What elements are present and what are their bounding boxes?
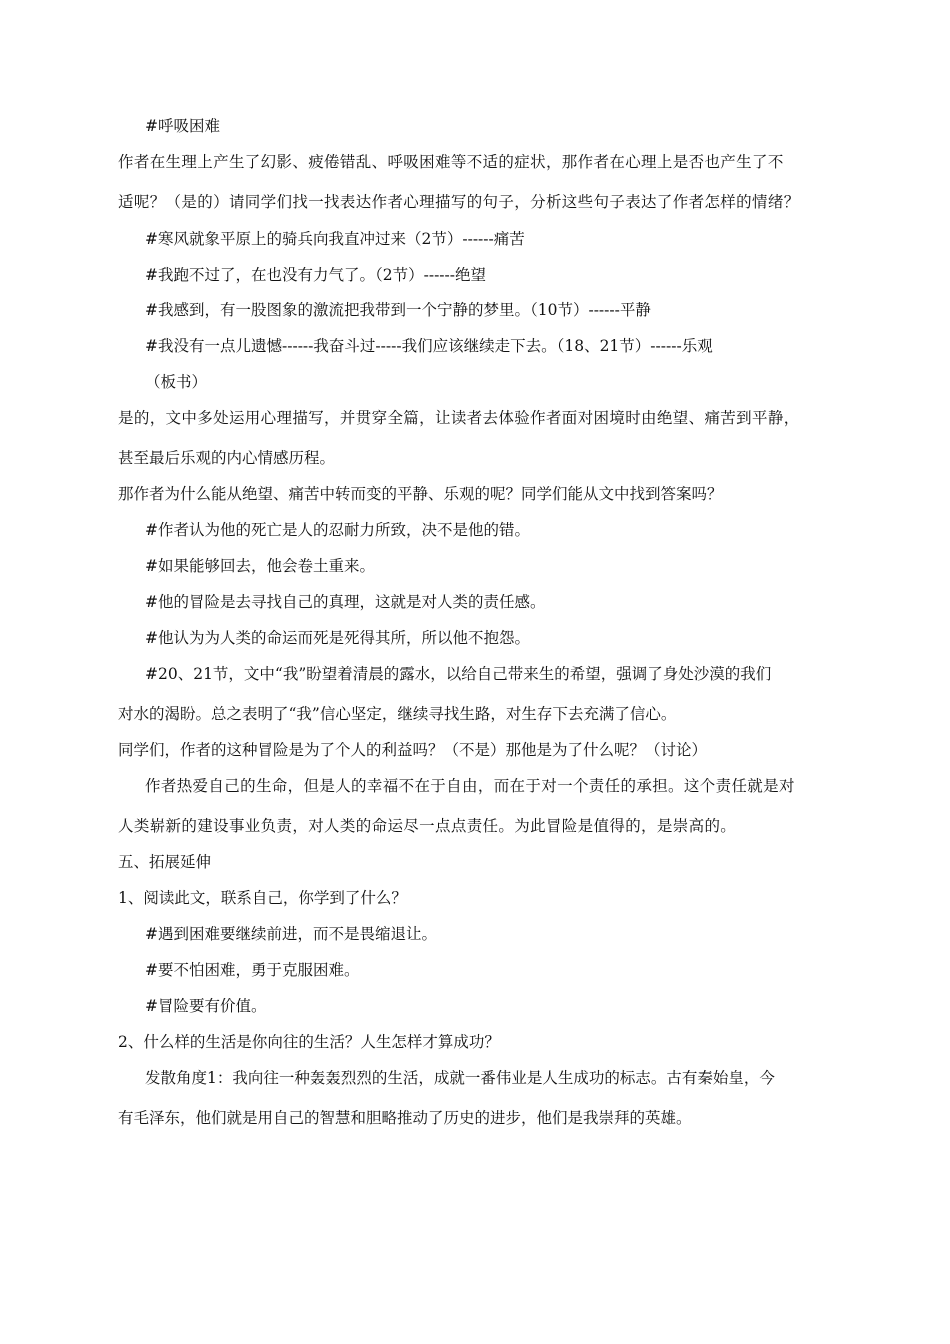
text-line: #寒风就象平原上的骑兵向我直冲过来（2节）------痛苦 <box>145 230 525 248</box>
text-line: #呼吸困难 <box>145 117 220 135</box>
section-heading: 五、拓展延伸 <box>118 853 212 871</box>
text-line: #冒险要有价值。 <box>145 997 267 1015</box>
text-line: #我感到，有一股图象的激流把我带到一个宁静的梦里。（10节）------平静 <box>145 301 651 319</box>
text-line: #遇到困难要继续前进，而不是畏缩退让。 <box>145 925 437 943</box>
text-line: 同学们，作者的这种冒险是为了个人的利益吗？（不是）那他是为了什么呢？（讨论） <box>118 741 708 759</box>
text-line: 甚至最后乐观的内心情感历程。 <box>118 449 336 467</box>
text-line: #我跑不过了，在也没有力气了。（2节）------绝望 <box>145 266 487 284</box>
text-line: 适呢？（是的）请同学们找一找表达作者心理描写的句子，分析这些句子表达了作者怎样的情绪？ <box>118 193 800 211</box>
text-line: （板书） <box>145 373 208 391</box>
text-line: #我没有一点儿遗憾------我奋斗过-----我们应该继续走下去。（18、21节）------乐观 <box>145 337 713 355</box>
text-line: 发散角度1：我向往一种轰轰烈烈的生活，成就一番伟业是人生成功的标志。古有秦始皇，今 <box>145 1069 775 1087</box>
text-line: 对水的渴盼。总之表明了“我”信心坚定，继续寻找生路，对生存下去充满了信心。 <box>118 705 677 723</box>
text-line: #他的冒险是去寻找自己的真理，这就是对人类的责任感。 <box>145 593 546 611</box>
question-line: 1、阅读此文，联系自己，你学到了什么？ <box>118 889 407 907</box>
text-line: #他认为为人类的命运而死是死得其所，所以他不抱怨。 <box>145 629 530 647</box>
text-line: #20、21节，文中“我”盼望着清晨的露水，以给自己带来生的希望，强调了身处沙漠的我们 <box>145 665 772 683</box>
text-line: 是的，文中多处运用心理描写，并贯穿全篇，让读者去体验作者面对困境时由绝望、痛苦到平静， <box>118 409 800 427</box>
text-line: #要不怕困难，勇于克服困难。 <box>145 961 360 979</box>
text-line: 有毛泽东，他们就是用自己的智慧和胆略推动了历史的进步，他们是我崇拜的英雄。 <box>118 1109 692 1127</box>
text-line: 人类崭新的建设事业负责，对人类的命运尽一点点责任。为此冒险是值得的，是崇高的。 <box>118 817 737 835</box>
question-line: 2、什么样的生活是你向往的生活？人生怎样才算成功？ <box>118 1033 500 1051</box>
text-line: 作者在生理上产生了幻影、疲倦错乱、呼吸困难等不适的症状，那作者在心理上是否也产生了不 <box>118 153 784 171</box>
text-line: 作者热爱自己的生命，但是人的幸福不在于自由，而在于对一个责任的承担。这个责任就是对 <box>145 777 795 795</box>
text-line: 那作者为什么能从绝望、痛苦中转而变的平静、乐观的呢？同学们能从文中找到答案吗？ <box>118 485 723 503</box>
text-line: #如果能够回去，他会卷土重来。 <box>145 557 375 575</box>
text-line: #作者认为他的死亡是人的忍耐力所致，决不是他的错。 <box>145 521 530 539</box>
